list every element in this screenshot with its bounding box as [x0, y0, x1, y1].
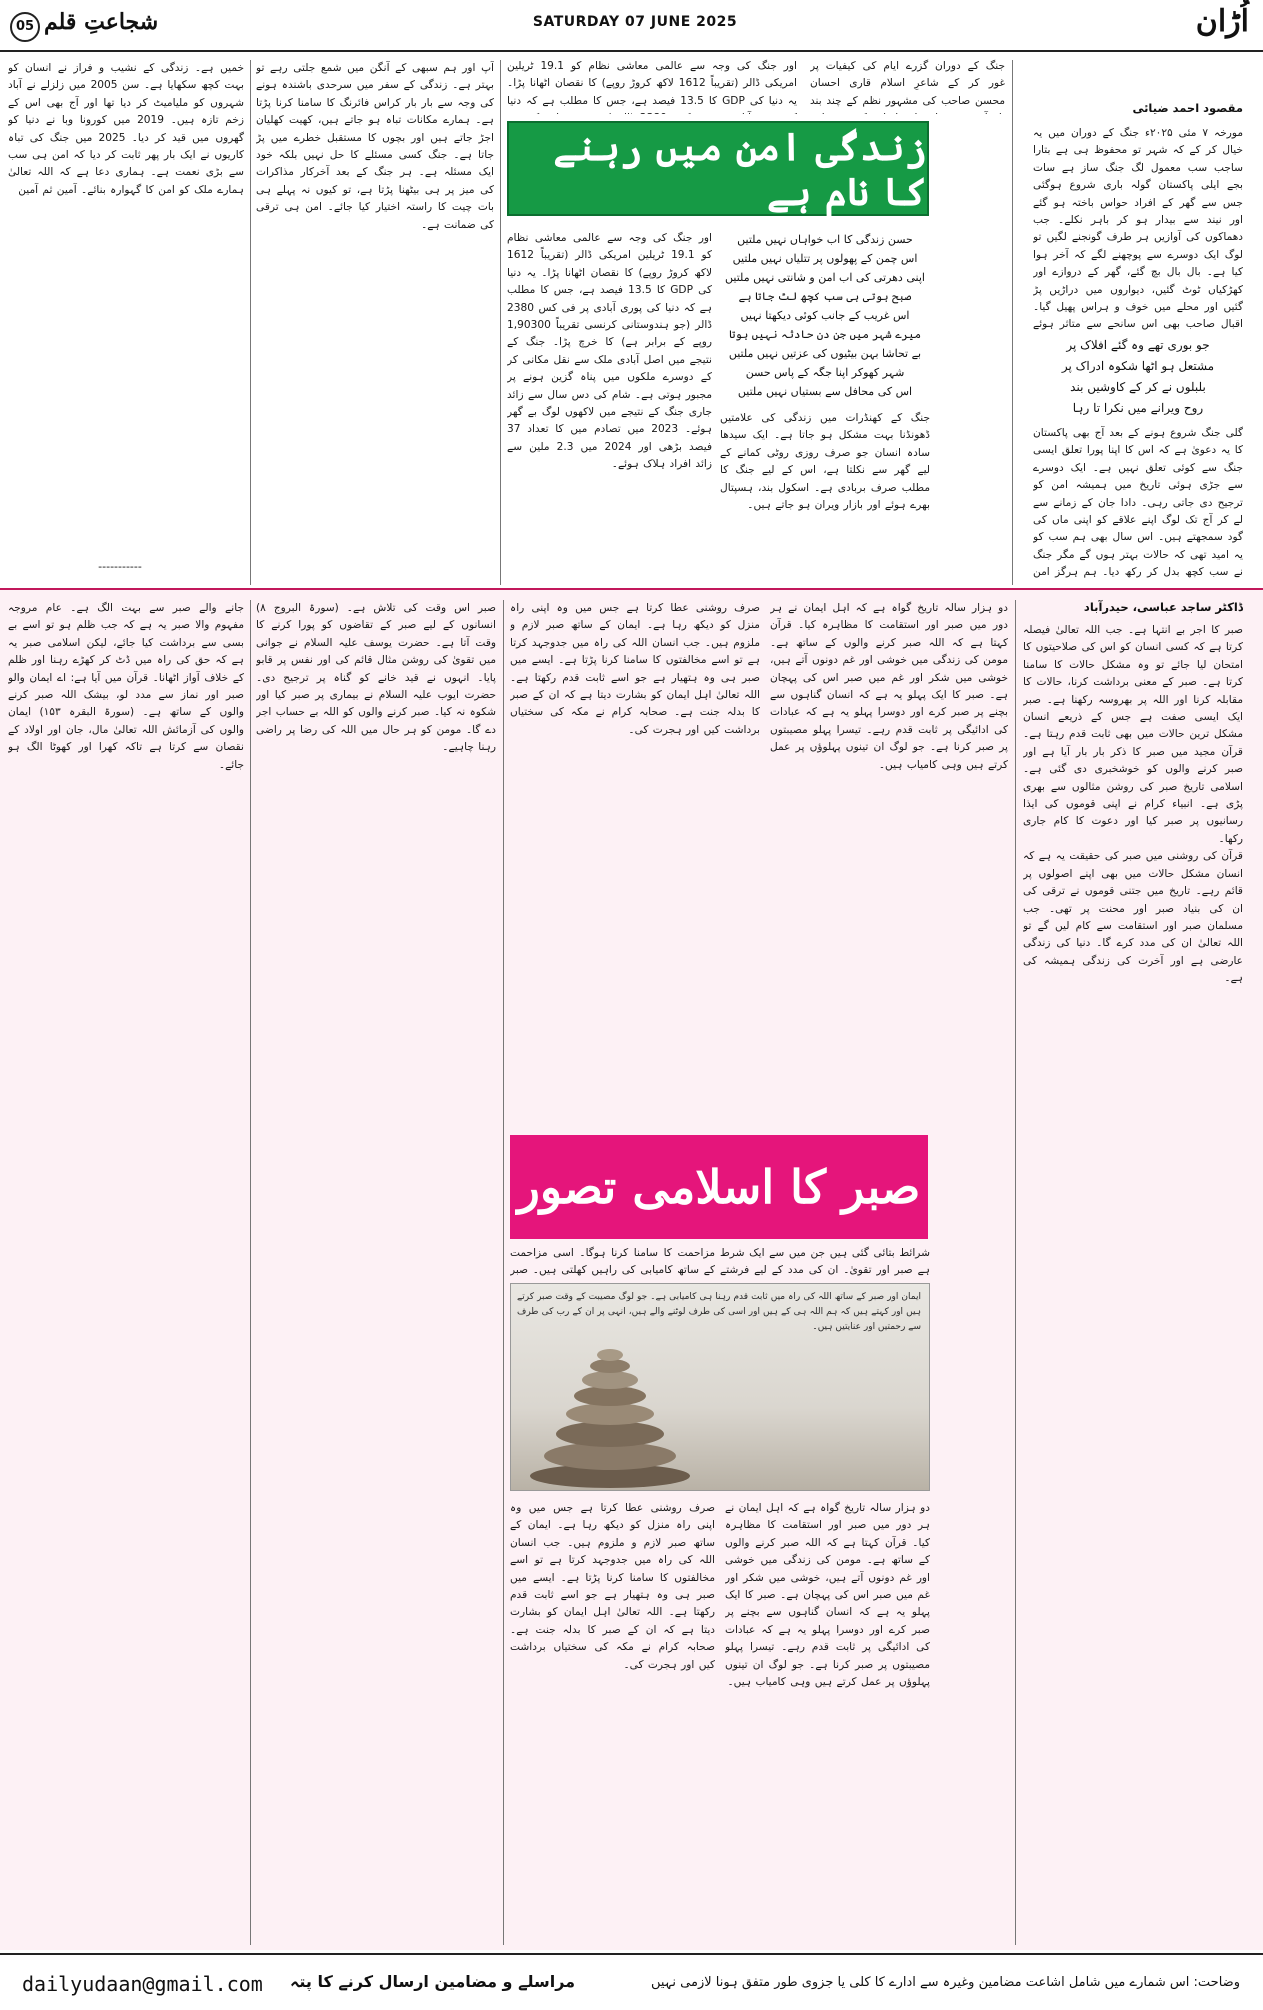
article1-column-2b: [720, 410, 930, 582]
article1-col3-text-a: اور جنگ کی وجہ سے عالمی معاشی نظام کو 19.1 ٹریلین امریکی ڈالر (تقریباً 1612 لاکھ کروڑ روپے) کا نقصان اٹھانا پڑا۔ یہ دنیا کی GDP کا 13.5 فیصد ہے، جس کا مطلب ہے کہ دنیا: [507, 60, 797, 107]
article1-column-4: [256, 60, 494, 582]
page-number: 05: [10, 12, 40, 42]
article2-col3-text: صرف روشنی عطا کرتا ہے جس میں وہ اپنی راہ منزل کو دیکھ رہا ہے۔ ایمان کے ساتھ صبر لازم و ملزوم ہیں۔ جب انسان اللہ کی راہ میں جدوجہد کرتا ہے تو اسے مخالفتوں کا سامنا کرنا پڑتا ہے۔ ایسے میں صبر ہی وہ ہتھیار ہے جو اسے ثابت قدم رکھتا ہے۔ اللہ تعالیٰ اہل ایمان کو بشارت دیتا ہے کہ ان کے صبر کا بدلہ جنت ہے۔ صحابہ کرام نے مکہ کی سختیاں برداشت کیں اور ہجرت کی۔: [510, 602, 760, 736]
poem-line: اس چمن کے پھولوں پر تتلیاں نہیں ملتیں: [732, 252, 918, 265]
poem-line: روح ویرانے میں نکرا تا رہا: [1072, 401, 1204, 415]
article1-col2b-text: جنگ کے کھنڈرات میں زندگی کی علامتیں ڈھونڈنا بہت مشکل ہو جاتا ہے۔ ایک سیدھا سادہ انسان جو صرف روزی روٹی کمانے کے لیے گھر سے نکلتا ہے، اس کے لیے جنگ کا مطلب صرف بربادی ہے۔ اسکول بند، ہسپتال بھرے ہوئے اور بازار ویران ہو جاتے ہیں۔: [720, 412, 930, 512]
poem-line: حسن زندگی کا اب خواہاں نہیں ملتیں: [737, 233, 913, 246]
column-divider: [500, 60, 501, 585]
stacked-stones-icon: [525, 1338, 695, 1488]
article2-column-2b: [725, 1500, 930, 1945]
poem-line: اس کی محافل سے بستیاں نہیں ملتیں: [737, 385, 913, 398]
article2-column-8: [510, 1245, 715, 1283]
article2-col2-text: دو ہزار سالہ تاریخ گواہ ہے کہ اہل ایمان نے ہر دور میں صبر اور استقامت کا مظاہرہ کیا۔ قرآن کہتا ہے کہ اللہ صبر کرنے والوں کے ساتھ ہے۔ مومن کی زندگی میں خوشی اور غم دونوں آتے ہیں، خوشی میں شکر اور غم میں صبر اس کی پہچان ہے۔ صبر کا ایک پہلو یہ ہے کہ انسان گناہوں سے بچنے پر صبر کرے اور دوسرا پہلو یہ ہے کہ عبادات کی ادائیگی پر ثابت قدم رہے۔ تیسرا پہلو مصیبتوں پر صبر کرنا ہے۔ جو لوگ ان تینوں پہلوؤں پر عمل کرتے ہیں وہی کامیاب ہیں۔: [770, 602, 1008, 771]
article1-col1b-text: گلی جنگ شروع ہونے کے بعد آج بھی پاکستان کا یہ دعویٰ ہے کہ اس کا اپنا پورا تعلق ایسی جنگ سے کوئی تعلق نہیں ہے۔ ایک دوسرے سے جڑی ہوئی تاریخ میں ہمیشہ امن کو ترجیح دی جاتی رہی۔ دادا جان کے زمانے سے لے کر آج تک لوگ اپنے علاقے کو اپنی ماں کی گود سمجھتے ہیں۔ اس سال بھی ہم سب کو یہ امید تھی کہ حالات بہتر ہوں گے مگر جنگ نے سب کچھ بدل کر رکھ دیا۔ ہم ہرگز امن: [1033, 427, 1243, 579]
poem-line: میرے شہر میں جن دن حادثہ نہیں ہوتا: [728, 328, 922, 341]
column-divider: [250, 600, 251, 1945]
article2-col5-text: جانے والے صبر سے بہت الگ ہے۔ عام مروجہ مفہوم والا صبر یہ ہے کہ جب ظلم ہو تو اسے بے بسی سے برداشت کیا جائے، لیکن اسلامی صبر یہ ہے کہ حق کی راہ میں ڈٹ کر کھڑے رہنا اور ظلم کے خلاف آواز اٹھانا۔ قرآن میں آیا ہے: اے ایمان والو صبر اور نماز سے مدد لو، بیشک اللہ صبر کرنے والوں کے ساتھ ہے۔ (سورۃ البقرہ ۱۵۳) ایمان والوں کی آزمائش اللہ تعالیٰ مال، جان اور اولاد کے نقصان سے کرتا ہے تاکہ کھرا اور کھوٹا الگ ہو جائے۔: [8, 602, 244, 771]
poem-line: مشتعل ہو اٹھا شکوہ ادراک پر: [1061, 359, 1215, 373]
article2-col4-text: صبر اس وقت کی تلاش ہے۔ (سورۃ البروج ۸) انسانوں کے لیے صبر کے تقاضوں کو پورا کرنے کا وقت آتا ہے۔ حضرت یوسف علیہ السلام نے جوانی میں تقویٰ کی روشن مثال قائم کی اور نفس پر قابو پایا۔ انہوں نے قید خانے کو گناہ پر ترجیح دی۔ حضرت ایوب علیہ السلام نے بیماری پر صبر کیا اور شکوہ نہ کیا۔ صبر کرنے والوں کو اللہ بے حساب اجر دے گا۔ مومن کو ہر حال میں اللہ کی رضا پر راضی رہنا چاہیے۔: [256, 602, 496, 754]
article2-col6-text: قرآن کی روشنی میں صبر کی حقیقت یہ ہے کہ انسان مشکل حالات میں بھی اپنے اصولوں پر قائم رہے۔ تاریخ میں جتنی قوموں نے ترقی کی ان کی بنیاد صبر اور محنت پر تھی۔ جب مسلمان صبر اور استقامت سے کام لیں گے تو اللہ تعالیٰ ان کی مدد کرے گا۔ دنیا کی زندگی عارضی ہے اور آخرت کی زندگی ہمیشہ کی ہے۔: [1023, 850, 1243, 985]
article2-column-5: [8, 600, 244, 1945]
article1-col1-text: مورخہ ۷ مئی ۲۰۲۵ء جنگ کے دوران میں یہ خیال کر کے کہ شہر تو محفوظ ہی ہے بتارا ساجب سب معمول لگ جنگ ساز ہے سات بجے ایلی پاکستان گولہ باری شروع ہوگئی جس سے گھر کے افراد حواس باختہ ہو گئے اور نیند سے بیدار ہو کر باہر نکلے۔ جب دھماکوں کی آوازیں ہر طرف گونجنے لگیں تو لوگ ایک دوسرے سے پوچھنے لگے کہ آخر ہوا کیا ہے۔ بال بال بچ گئے، گھر کے دروازے اور کھڑکیاں ٹوٹ گئیں، دیواروں میں دراڑیں پڑ گئیں اور محلے میں خوف و ہراس پھیل گیا۔ اقبال صاحب بھی اس سانحے سے متاثر ہوئے: [1033, 127, 1243, 330]
poem-line: جو بوری تھے وہ گئے افلاک پر: [1066, 338, 1210, 352]
poem-line: بلبلوں نے کر کے کاوشیں بند: [1070, 380, 1206, 394]
poem-line: بے تحاشا بہن بیٹیوں کی عزتیں نہیں ملتیں: [728, 347, 922, 360]
stacked-stones-picture: [510, 1283, 930, 1491]
article2-column-7: [720, 1245, 930, 1283]
article1-column-3-intro: [507, 58, 797, 114]
article2-column-4: [256, 600, 496, 1945]
poem-line: شہر کھوکر اپنا جگہ کے پاس حسن: [745, 366, 905, 379]
article1-author: مقصود احمد ضیائی: [1132, 101, 1243, 115]
column-divider: [1015, 600, 1016, 1945]
article1-poem-1: [1033, 335, 1243, 419]
article1-column-5: [8, 60, 244, 560]
column-divider: [503, 600, 504, 1945]
article2-col1-text: صبر کا اجر بے انتہا ہے۔ جب اللہ تعالیٰ فیصلہ کرتا ہے کہ کسی انسان کو اس کی صلاحیتوں کا امتحان لیا جائے تو وہ مشکل حالات کا سامنا کرتا ہے۔ صبر کے معنی برداشت کرنا، حالات کا مقابلہ کرنا اور اللہ پر بھروسہ رکھنا ہے۔ صبر ایک ایسی صفت ہے جس کے ذریعے انسان مشکل ترین حالات میں بھی ثابت قدم رہتا ہے۔ قرآن مجید میں صبر کا ذکر بار بار آیا ہے اور صبر کرنے والوں کو خوشخبری دی گئی ہے۔ اسلامی تاریخ صبر کی روشن مثالوں سے بھری پڑی ہے۔ انبیاء کرام نے اپنی قوموں کی ایذا رسانیوں پر صبر کیا اور دعوت کا کام جاری رکھا۔: [1023, 624, 1243, 845]
article2-col7-text: شرائط بتائی گئی ہیں جن میں سے ایک شرط ہے صبر اور تقویٰ۔ ان کی مدد کے لیے فرشتے: [720, 1247, 930, 1277]
article2-column-3: [510, 600, 760, 1125]
article1-column-3: [507, 230, 712, 582]
masthead-logo: اُڑان: [1195, 4, 1249, 39]
section-title: شجاعتِ قلم: [44, 9, 159, 35]
article2-column-2: [770, 600, 1008, 1125]
article1-column-2-intro: [810, 58, 1005, 114]
article-end-mark: -----------: [98, 560, 142, 573]
footer-disclaimer: وضاحت: اس شمارے میں شامل اشاعت مضامین وغیرہ سے ادارے کا کلی یا جزوی طور متفق ہونا لازمی نہیں: [650, 1975, 1240, 1990]
column-divider: [1012, 60, 1013, 585]
article1-poem-2: [720, 230, 930, 401]
dateline: SATURDAY 07 JUNE 2025: [532, 14, 738, 30]
article2-col2b-text: دو ہزار سالہ تاریخ گواہ ہے کہ اہل ایمان نے ہر دور میں صبر اور استقامت کا مظاہرہ کیا۔ قرآن کہتا ہے کہ اللہ صبر کرنے والوں کے ساتھ ہے۔ مومن کی زندگی میں خوشی اور غم دونوں آتے ہیں، خوشی میں شکر اور غم میں صبر اس کی پہچان ہے۔ صبر کا ایک پہلو یہ ہے کہ انسان گناہوں سے بچنے پر صبر کرے اور دوسرا پہلو یہ ہے کہ عبادات کی ادائیگی پر ثابت قدم رہے۔ تیسرا پہلو مصیبتوں پر صبر کرنا ہے۔ جو لوگ ان تینوں پہلوؤں پر عمل کرتے ہیں وہی کامیاب ہیں۔: [725, 1502, 930, 1689]
article1-column-1: [1033, 125, 1243, 330]
footer-email[interactable]: dailyudaan@gmail.com: [22, 1972, 263, 1996]
article2-col8-text: مزاحمت کا سامنا کرنا ہوگا۔ اسی مزاحمت کے ساتھ کامیابی کی راہیں کھلتی ہیں۔ صبر: [510, 1247, 715, 1277]
picture-caption: ایمان اور صبر کے ساتھ اللہ کی راہ میں ثابت قدم رہنا ہی کامیابی ہے۔ جو لوگ مصیبت کے وقت صبر کرتے ہیں اور کہتے ہیں کہ ہم اللہ ہی کے ہیں اور اسی کی طرف لوٹنے والے ہیں، انہی پر ان کے رب کی طرف سے رحمتیں اور عنایتیں ہیں۔: [517, 1292, 921, 1332]
column-divider: [250, 60, 251, 585]
article1-col2-text: جنگ کے دوران گزرے ایام کی کیفیات پر غور کر کے شاعرِ اسلام قاری احسان محسن صاحب کی مشہور نظم کے چند بند: [810, 60, 1005, 107]
article1-column-1b: [1033, 425, 1243, 583]
article2-col3b-text: صرف روشنی عطا کرتا ہے جس میں وہ اپنی راہ منزل کو دیکھ رہا ہے۔ ایمان کے ساتھ صبر لازم و ملزوم ہیں۔ جب انسان اللہ کی راہ میں جدوجہد کرتا ہے تو اسے مخالفتوں کا سامنا کرنا پڑتا ہے۔ ایسے میں صبر ہی وہ ہتھیار ہے جو اسے ثابت قدم رکھتا ہے۔ اللہ تعالیٰ اہل ایمان کو بشارت دیتا ہے کہ ان کے صبر کا بدلہ جنت ہے۔ صحابہ کرام نے مکہ کی سختیاں برداشت کیں اور ہجرت کی۔: [510, 1502, 715, 1671]
poem-line: اس غریب کے جانب کوئی دیکھتا نہیں: [740, 309, 910, 322]
article1-col3-text: اور جنگ کی وجہ سے عالمی معاشی نظام کو 19.1 ٹریلین امریکی ڈالر (تقریباً 1612 لاکھ کروڑ روپے) کا نقصان اٹھانا پڑا۔ یہ دنیا کی GDP کا 13.5 فیصد ہے، جس کا مطلب ہے کہ دنیا کی پوری آبادی پر فی کس 2380 ڈالر (جو ہندوستانی کرنسی تقریباً 1,90300 روپے کے برابر ہے) کا خرچ پڑا۔ جنگ کے نتیجے میں اصل آبادی ملک سے نقل مکانی کر کے دوسرے ملکوں میں پناہ گزین ہونے پر مجبور ہوتی ہے۔ شام کی دس سال سے زائد جاری جنگ کے نتیجے میں لاکھوں لوگ بے گھر ہوئے۔ 2023 میں تصادم میں کا تعداد 37 فیصد بڑھی اور 2024 میں 2.3 ملین سے زائد افراد ہلاک ہوئے۔: [507, 232, 712, 471]
article2-headline: صبر کا اسلامی تصور: [510, 1135, 928, 1239]
article1-col5-text: خمیں ہے۔ زندگی کے نشیب و فراز نے انسان کو بہت کچھ سکھایا ہے۔ سن 2005 میں زلزلے نے آباد شہروں کو ملیامیٹ کر دیا تھا اور آج بھی اس کے زخم تازہ ہیں۔ 2019 میں کورونا وبا نے دنیا کو گھروں میں قید کر دیا۔ 2025 میں جنگ کی تباہ کاریوں نے ایک بار پھر ثابت کر دیا کہ امن ہی سب سے بڑی نعمت ہے۔ ہماری دعا ہے کہ اللہ تعالیٰ ہمارے ملک کو امن کا گہوارہ بنائے۔ آمین ثم آمین: [8, 62, 244, 196]
article1-col4-text: آپ اور ہم سبھی کے آنگن میں شمع جلتی رہے تو بہتر ہے۔ زندگی کے سفر میں سرحدی باشندہ ہونے کی وجہ سے بار بار کراس فائرنگ کا سامنا کرنا پڑتا ہے۔ ہمارے مکانات تباہ ہو جاتے ہیں، کھیت کھلیان اجڑ جاتے ہیں اور بچوں کا مستقبل خطرے میں پڑ جاتا ہے۔ جنگ کسی مسئلے کا حل نہیں بلکہ خود ایک مسئلہ ہے۔ ہر جنگ کے بعد آخرکار مذاکرات کی میز پر ہی بیٹھنا پڑتا ہے، تو کیوں نہ پہلے ہی بات چیت کا راستہ اختیار کیا جائے۔ امن ہی ترقی کی ضمانت ہے۔: [256, 62, 494, 231]
footer-submission-note: مراسلے و مضامین ارسال کرنے کا پتہ: [290, 1972, 576, 1991]
poem-line: اپنی دھرتی کی اب امن و شانتی نہیں ملتیں: [725, 271, 925, 284]
article2-column-1: [1023, 622, 1243, 1944]
article2-column-3b: [510, 1500, 715, 1945]
poem-line: صبح ہوتی ہی سب کچھ لٹ جاتا ہے: [738, 290, 912, 303]
article2-author: ڈاکٹر ساجد عباسی، حیدرآباد: [1083, 600, 1243, 614]
article1-headline: زندگی امن میں رہنے کا نام ہے: [507, 121, 929, 216]
